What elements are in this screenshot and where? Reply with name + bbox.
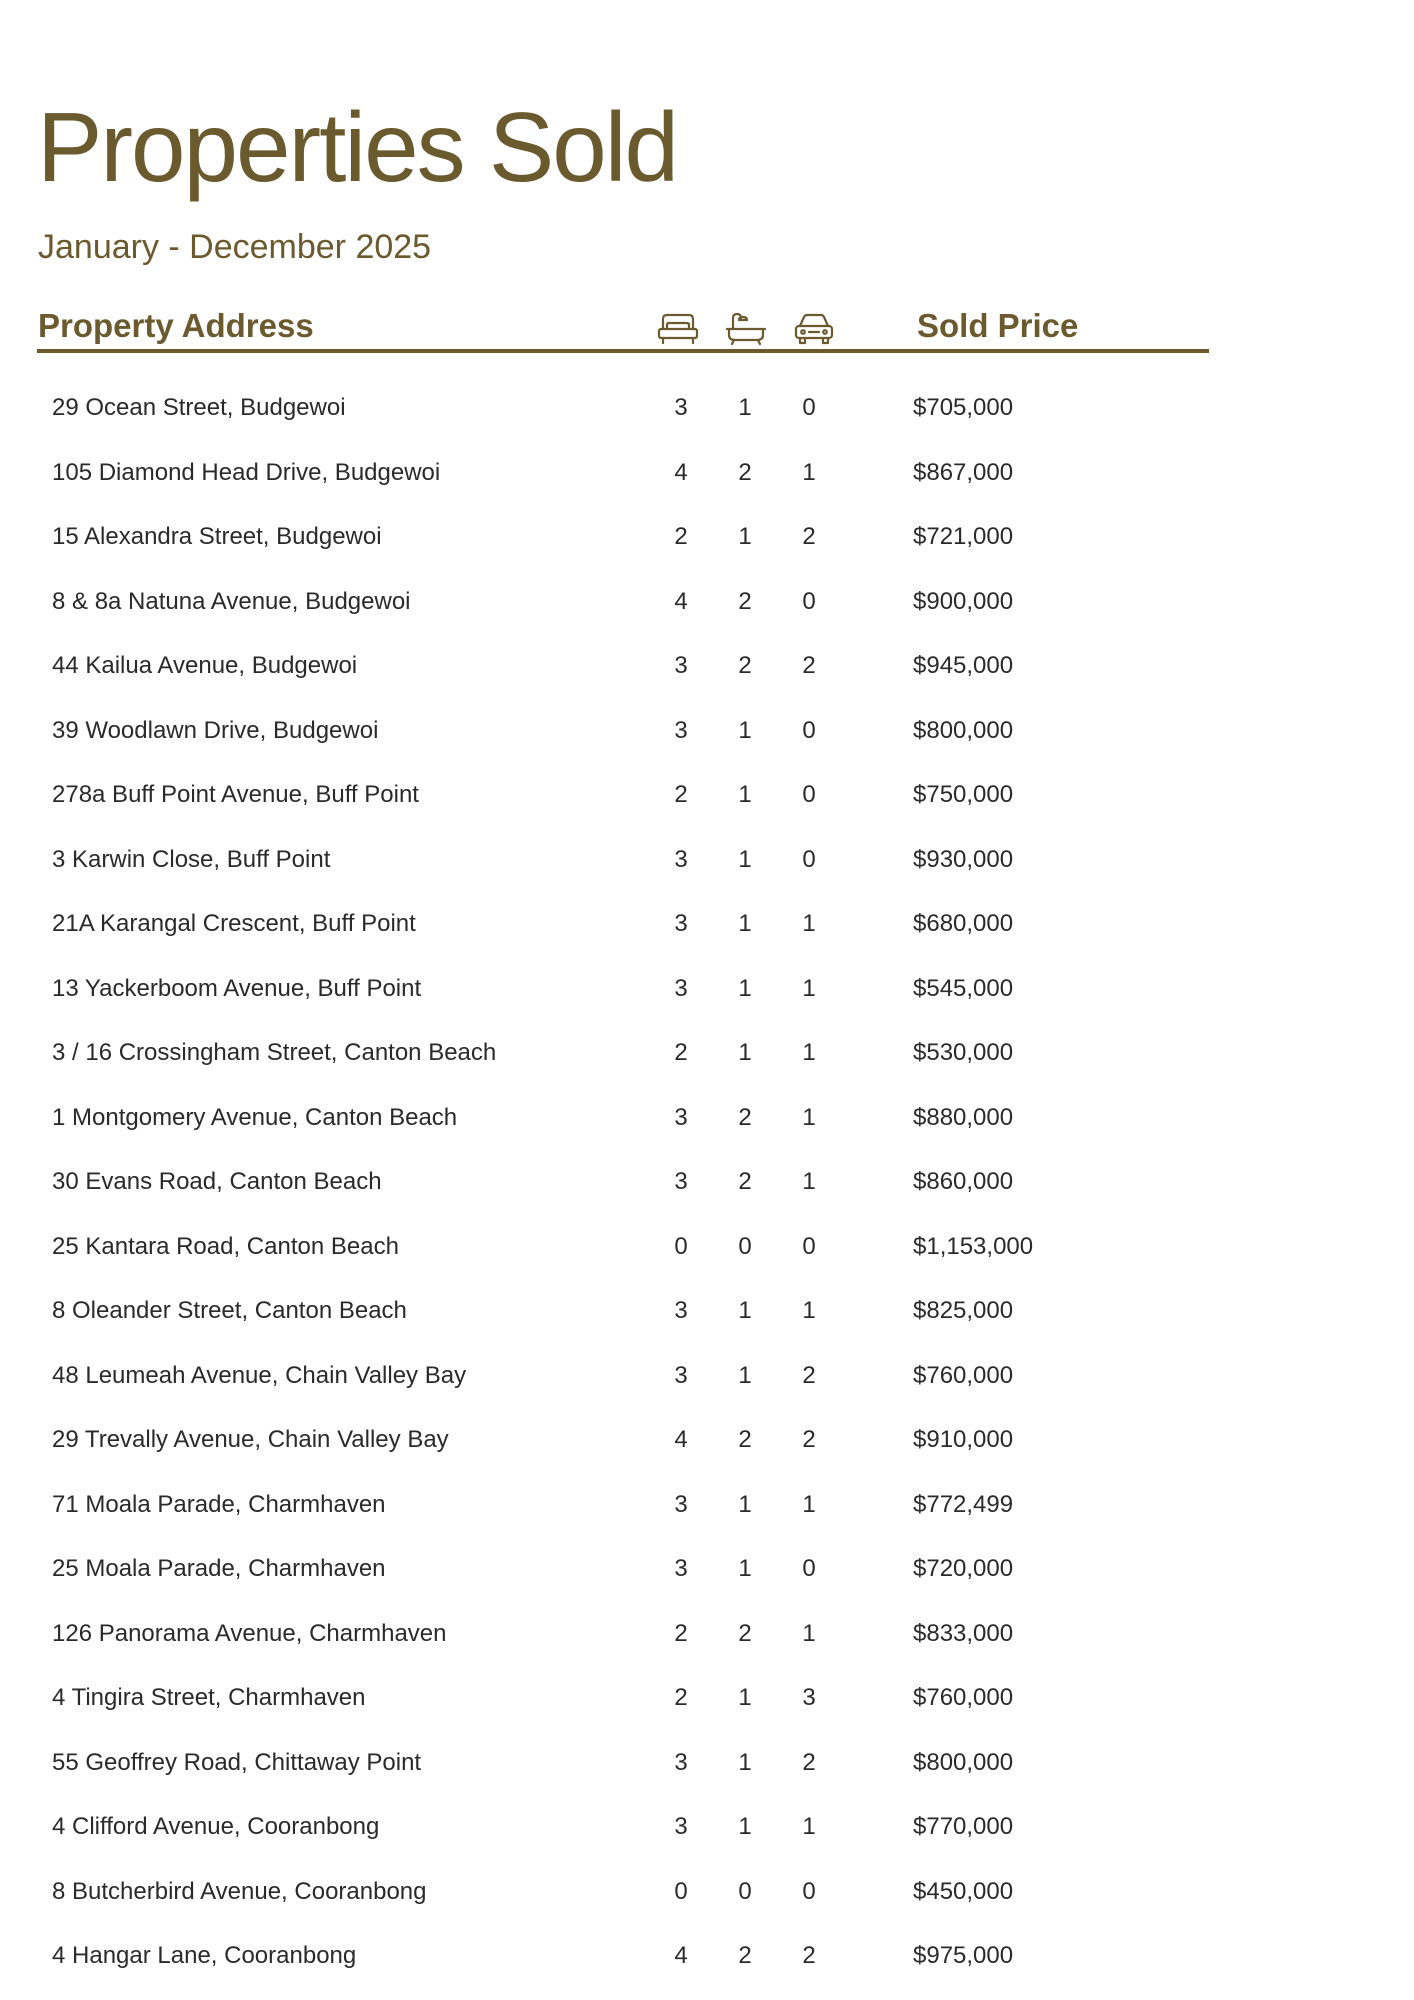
price-cell: $910,000 bbox=[913, 1426, 1014, 1453]
cars-cell: 2 bbox=[802, 1942, 816, 1969]
baths-cell: 1 bbox=[738, 1039, 752, 1066]
bed-icon bbox=[656, 311, 700, 347]
cars-cell: 1 bbox=[802, 1103, 816, 1131]
price-cell: $750,000 bbox=[913, 781, 1014, 808]
cars-cell: 0 bbox=[802, 1232, 816, 1260]
baths-cell: 1 bbox=[738, 845, 752, 873]
beds-cell: 4 bbox=[674, 587, 688, 615]
price-cell: $772,499 bbox=[913, 1490, 1014, 1518]
beds-cell: 0 bbox=[674, 1232, 688, 1260]
address-cell: 8 & 8a Natuna Avenue, Budgewoi bbox=[52, 587, 411, 615]
beds-cell: 3 bbox=[674, 394, 688, 421]
price-cell: $450,000 bbox=[913, 1877, 1014, 1905]
cars-cell: 1 bbox=[802, 1168, 816, 1195]
address-cell: 3 Karwin Close, Buff Point bbox=[52, 845, 331, 873]
price-cell: $900,000 bbox=[913, 587, 1014, 615]
price-cell: $760,000 bbox=[913, 1361, 1014, 1389]
price-cell: $705,000 bbox=[913, 394, 1014, 421]
address-cell: 29 Trevally Avenue, Chain Valley Bay bbox=[52, 1426, 449, 1453]
cars-cell: 0 bbox=[802, 1877, 816, 1905]
price-cell: $825,000 bbox=[913, 1297, 1014, 1324]
sales-table bbox=[0, 378, 1414, 1991]
baths-cell: 1 bbox=[738, 523, 752, 550]
address-cell: 8 Butcherbird Avenue, Cooranbong bbox=[52, 1877, 427, 1905]
baths-cell: 1 bbox=[738, 716, 752, 744]
baths-cell: 2 bbox=[738, 1168, 752, 1195]
beds-cell: 2 bbox=[674, 1039, 688, 1066]
address-cell: 29 Ocean Street, Budgewoi bbox=[52, 394, 346, 421]
price-cell: $721,000 bbox=[913, 523, 1014, 550]
date-range-subtitle: January - December 2025 bbox=[38, 228, 432, 266]
cars-cell: 2 bbox=[802, 1426, 816, 1453]
cars-cell: 0 bbox=[802, 587, 816, 615]
beds-cell: 0 bbox=[674, 1877, 688, 1905]
table-row bbox=[0, 1217, 1414, 1282]
table-row bbox=[0, 765, 1414, 830]
cars-cell: 0 bbox=[802, 781, 816, 808]
price-cell: $867,000 bbox=[913, 458, 1014, 486]
price-cell: $545,000 bbox=[913, 974, 1014, 1002]
baths-cell: 1 bbox=[738, 1361, 752, 1389]
baths-cell: 2 bbox=[738, 1103, 752, 1131]
beds-cell: 3 bbox=[674, 845, 688, 873]
baths-cell: 2 bbox=[738, 458, 752, 486]
beds-cell: 3 bbox=[674, 974, 688, 1002]
address-cell: 71 Moala Parade, Charmhaven bbox=[52, 1490, 386, 1518]
address-cell: 4 Tingira Street, Charmhaven bbox=[52, 1684, 366, 1711]
address-cell: 44 Kailua Avenue, Budgewoi bbox=[52, 652, 358, 679]
price-cell: $945,000 bbox=[913, 652, 1014, 679]
cars-cell: 2 bbox=[802, 652, 816, 679]
cars-cell: 1 bbox=[802, 1297, 816, 1324]
address-cell: 3 / 16 Crossingham Street, Canton Beach bbox=[52, 1039, 497, 1066]
table-row bbox=[0, 636, 1414, 701]
price-cell: $770,000 bbox=[913, 1813, 1014, 1840]
beds-cell: 2 bbox=[674, 1684, 688, 1711]
table-row bbox=[0, 1926, 1414, 1991]
baths-cell: 1 bbox=[738, 1813, 752, 1840]
beds-cell: 3 bbox=[674, 1555, 688, 1582]
cars-cell: 3 bbox=[802, 1684, 816, 1711]
address-cell: 126 Panorama Avenue, Charmhaven bbox=[52, 1619, 447, 1647]
table-row bbox=[0, 443, 1414, 508]
cars-cell: 0 bbox=[802, 394, 816, 421]
address-cell: 1 Montgomery Avenue, Canton Beach bbox=[52, 1103, 458, 1131]
address-column-header: Property Address bbox=[38, 307, 314, 344]
beds-cell: 2 bbox=[674, 1619, 688, 1647]
cars-cell: 1 bbox=[802, 974, 816, 1002]
cars-cell: 1 bbox=[802, 1490, 816, 1518]
table-row bbox=[0, 378, 1414, 443]
price-cell: $1,153,000 bbox=[913, 1232, 1034, 1260]
address-cell: 39 Woodlawn Drive, Budgewoi bbox=[52, 716, 379, 744]
table-row bbox=[0, 1281, 1414, 1346]
baths-cell: 1 bbox=[738, 974, 752, 1002]
baths-cell: 1 bbox=[738, 1684, 752, 1711]
price-cell: $680,000 bbox=[913, 910, 1014, 937]
cars-cell: 2 bbox=[802, 1361, 816, 1389]
cars-cell: 0 bbox=[802, 1555, 816, 1582]
beds-cell: 3 bbox=[674, 1490, 688, 1518]
cars-cell: 1 bbox=[802, 458, 816, 486]
beds-cell: 3 bbox=[674, 1813, 688, 1840]
price-cell: $530,000 bbox=[913, 1039, 1014, 1066]
beds-cell: 3 bbox=[674, 716, 688, 744]
address-cell: 15 Alexandra Street, Budgewoi bbox=[52, 523, 382, 550]
beds-cell: 4 bbox=[674, 458, 688, 486]
address-cell: 8 Oleander Street, Canton Beach bbox=[52, 1297, 407, 1324]
address-cell: 55 Geoffrey Road, Chittaway Point bbox=[52, 1748, 422, 1776]
bath-icon bbox=[724, 311, 768, 347]
table-row bbox=[0, 959, 1414, 1024]
cars-cell: 1 bbox=[802, 910, 816, 937]
price-column-header: Sold Price bbox=[917, 307, 1079, 344]
table-row bbox=[0, 1539, 1414, 1604]
baths-cell: 1 bbox=[738, 1555, 752, 1582]
cars-cell: 1 bbox=[802, 1619, 816, 1647]
beds-cell: 3 bbox=[674, 652, 688, 679]
baths-cell: 1 bbox=[738, 910, 752, 937]
table-row bbox=[0, 1604, 1414, 1669]
table-row bbox=[0, 1733, 1414, 1798]
cars-cell: 0 bbox=[802, 716, 816, 744]
beds-cell: 2 bbox=[674, 781, 688, 808]
address-cell: 13 Yackerboom Avenue, Buff Point bbox=[52, 974, 422, 1002]
table-row bbox=[0, 830, 1414, 895]
baths-cell: 1 bbox=[738, 1297, 752, 1324]
address-cell: 21A Karangal Crescent, Buff Point bbox=[52, 910, 416, 937]
address-cell: 25 Moala Parade, Charmhaven bbox=[52, 1555, 386, 1582]
price-cell: $860,000 bbox=[913, 1168, 1014, 1195]
baths-cell: 2 bbox=[738, 652, 752, 679]
table-row bbox=[0, 507, 1414, 572]
table-row bbox=[0, 1797, 1414, 1862]
table-row bbox=[0, 1088, 1414, 1153]
beds-cell: 3 bbox=[674, 1297, 688, 1324]
price-cell: $760,000 bbox=[913, 1684, 1014, 1711]
address-cell: 25 Kantara Road, Canton Beach bbox=[52, 1232, 399, 1260]
beds-cell: 4 bbox=[674, 1942, 688, 1969]
beds-cell: 3 bbox=[674, 1168, 688, 1195]
page-title: Properties Sold bbox=[37, 92, 678, 202]
beds-cell: 3 bbox=[674, 910, 688, 937]
price-cell: $833,000 bbox=[913, 1619, 1014, 1647]
baths-cell: 1 bbox=[738, 1748, 752, 1776]
table-row bbox=[0, 572, 1414, 637]
cars-cell: 2 bbox=[802, 523, 816, 550]
table-row bbox=[0, 701, 1414, 766]
address-cell: 30 Evans Road, Canton Beach bbox=[52, 1168, 382, 1195]
baths-cell: 0 bbox=[738, 1232, 752, 1260]
price-cell: $930,000 bbox=[913, 845, 1014, 873]
price-cell: $800,000 bbox=[913, 716, 1014, 744]
beds-cell: 3 bbox=[674, 1103, 688, 1131]
table-row bbox=[0, 1346, 1414, 1411]
table-row bbox=[0, 1668, 1414, 1733]
price-cell: $975,000 bbox=[913, 1942, 1014, 1969]
beds-cell: 4 bbox=[674, 1426, 688, 1453]
cars-cell: 2 bbox=[802, 1748, 816, 1776]
table-row bbox=[0, 1410, 1414, 1475]
baths-cell: 1 bbox=[738, 394, 752, 421]
car-icon bbox=[792, 311, 836, 347]
beds-cell: 3 bbox=[674, 1748, 688, 1776]
address-cell: 4 Clifford Avenue, Cooranbong bbox=[52, 1813, 380, 1840]
baths-cell: 0 bbox=[738, 1877, 752, 1905]
address-cell: 278a Buff Point Avenue, Buff Point bbox=[52, 781, 419, 808]
cars-cell: 0 bbox=[802, 845, 816, 873]
address-cell: 105 Diamond Head Drive, Budgewoi bbox=[52, 458, 441, 486]
address-cell: 4 Hangar Lane, Cooranbong bbox=[52, 1942, 357, 1969]
price-cell: $800,000 bbox=[913, 1748, 1014, 1776]
price-cell: $880,000 bbox=[913, 1103, 1014, 1131]
table-header bbox=[37, 305, 1209, 353]
table-row bbox=[0, 894, 1414, 959]
baths-cell: 2 bbox=[738, 1619, 752, 1647]
beds-cell: 2 bbox=[674, 523, 688, 550]
table-row bbox=[0, 1023, 1414, 1088]
table-row bbox=[0, 1475, 1414, 1540]
baths-cell: 2 bbox=[738, 1426, 752, 1453]
table-row bbox=[0, 1862, 1414, 1927]
baths-cell: 2 bbox=[738, 1942, 752, 1969]
baths-cell: 1 bbox=[738, 1490, 752, 1518]
table-row bbox=[0, 1152, 1414, 1217]
cars-cell: 1 bbox=[802, 1813, 816, 1840]
baths-cell: 1 bbox=[738, 781, 752, 808]
cars-cell: 1 bbox=[802, 1039, 816, 1066]
baths-cell: 2 bbox=[738, 587, 752, 615]
address-cell: 48 Leumeah Avenue, Chain Valley Bay bbox=[52, 1361, 467, 1389]
beds-cell: 3 bbox=[674, 1361, 688, 1389]
price-cell: $720,000 bbox=[913, 1555, 1014, 1582]
